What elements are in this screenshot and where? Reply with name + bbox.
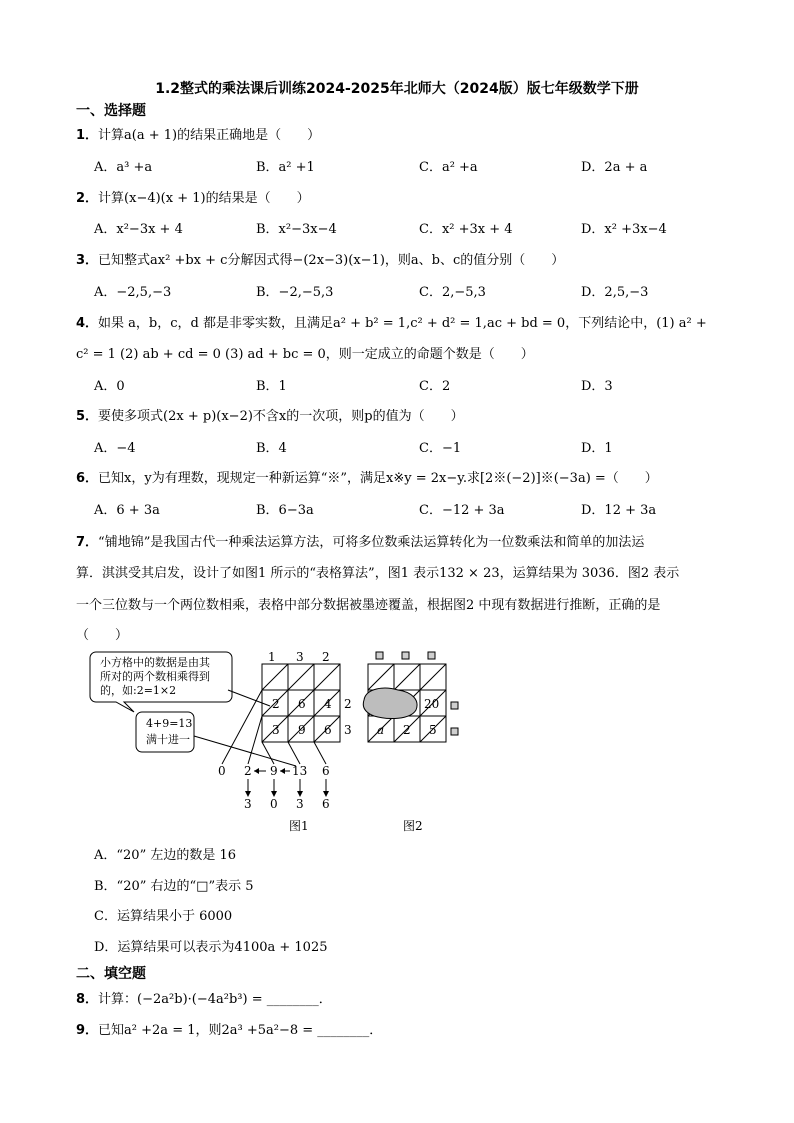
fig1-cell-r1c3: 4: [324, 697, 332, 711]
question-number: 9．: [76, 1023, 99, 1038]
fig1-result-2: 0: [270, 797, 278, 811]
question-number: 3．: [76, 253, 99, 268]
option-c[interactable]: C．运算结果小于 6000: [94, 909, 233, 924]
fig1-sum-3: 9: [270, 764, 278, 778]
option-c[interactable]: C．2,−5,3: [419, 285, 486, 300]
question-text: 已知a² +2a = 1，则2a³ +5a²−8 = ________．: [98, 1023, 383, 1038]
option-a[interactable]: A．x²−3x + 4: [94, 222, 183, 237]
options-q4: [94, 375, 744, 395]
option-a[interactable]: A．6 + 3a: [94, 503, 160, 518]
fig1-result-1: 3: [244, 797, 252, 811]
options-q1: [94, 156, 744, 176]
callout1-line3: 的，如:2=1×2: [100, 684, 177, 697]
fig1-down-arrows: [248, 779, 326, 794]
fig1-sum-1: 0: [218, 764, 226, 778]
option-b[interactable]: B．4: [256, 441, 287, 456]
question-7: [76, 531, 740, 550]
page-title: 1.2整式的乘法课后训练2024-2025年北师大（2024版）版七年级数学下册: [155, 81, 639, 97]
option-d[interactable]: D．12 + 3a: [581, 503, 657, 518]
option-a[interactable]: A．a³ +a: [94, 160, 153, 175]
question-text-line1: “铺地锦”是我国古代一种乘法运算方法，可将多位数乘法运算转化为一位数乘法和简单的加法运: [98, 535, 645, 550]
fig1-caption: 图1: [289, 819, 309, 833]
callout-box-2: [136, 712, 296, 766]
option-a[interactable]: A．0: [94, 379, 125, 394]
question-text-line1: 如果 a，b，c，d 都是非零实数，且满足a² + b² = 1,c² + d² = 1,ac + bd = 0，下列结论中，(1) a² +: [98, 316, 707, 331]
callout1-line2: 所对的两个数相乘得到: [100, 670, 210, 683]
question-4: [76, 312, 740, 331]
option-a[interactable]: A．−2,5,−3: [94, 285, 172, 300]
question-2: [76, 187, 740, 206]
fig1-result-3: 3: [296, 797, 304, 811]
fig1-cell-r2c2: 9: [298, 723, 306, 737]
option-d[interactable]: D．2,5,−3: [581, 285, 649, 300]
question-text-line2: c² = 1 (2) ab + cd = 0 (3) ad + bc = 0，则一定成立的命题个数是（ ）: [76, 347, 534, 362]
fig1-right-1: 2: [344, 697, 352, 711]
question-text: 要使多项式(2x + p)(x−2)不含x的一次项，则p的值为（ ）: [98, 409, 464, 424]
fig1-top-1: 1: [268, 650, 276, 664]
option-c[interactable]: C．a² +a: [419, 160, 478, 175]
fig2-ink-blot: [363, 688, 417, 718]
question-1: [76, 124, 740, 143]
question-number: 4．: [76, 316, 99, 331]
option-d[interactable]: D．3: [581, 379, 613, 394]
question-text-line3: 一个三位数与一个两位数相乘，表格中部分数据被墨迹覆盖，根据图2 中现有数据进行推断，正确的是: [76, 598, 661, 613]
question-text-line4: （ ）: [76, 628, 129, 643]
option-d[interactable]: D．1: [581, 441, 613, 456]
figure-table-algorithm: [0, 640, 794, 840]
option-b[interactable]: B．−2,−5,3: [256, 285, 334, 300]
callout1-line1: 小方格中的数据是由其: [100, 656, 210, 669]
question-text: 计算(x−4)(x + 1)的结果是（ ）: [98, 191, 310, 206]
option-d[interactable]: D．运算结果可以表示为4100a + 1025: [94, 940, 328, 955]
option-c[interactable]: C．−1: [419, 441, 462, 456]
option-b[interactable]: B．x²−3x−4: [256, 222, 337, 237]
fig2-cell-5: 5: [429, 723, 437, 737]
options-q3: [94, 281, 744, 301]
fig2-cell-a: a: [377, 723, 385, 737]
fig1-cell-r2c3: 6: [324, 723, 332, 737]
fig2-cell-20: 20: [424, 697, 440, 711]
question-7-line3: [76, 594, 740, 613]
question-number: 5．: [76, 409, 99, 424]
options-q5: [94, 437, 744, 457]
question-5: [76, 405, 740, 424]
options-q6: [94, 499, 744, 519]
question-9: [76, 1019, 740, 1038]
question-number: 7．: [76, 535, 99, 550]
callout2-line2: 满十进一: [146, 733, 190, 746]
fig1-sum-2: 2: [244, 764, 252, 778]
section-choice-heading: 一、选择题: [76, 103, 146, 119]
options-q2: [94, 218, 744, 238]
fig1-right-2: 3: [344, 723, 352, 737]
question-text: 已知x，y为有理数，现规定一种新运算“※”，满足x※y = 2x−y.求[2※(−2)]※(−3a) =（ ）: [98, 471, 658, 486]
fig1-top-2: 3: [296, 650, 304, 664]
question-8: [76, 988, 740, 1007]
question-text: 已知整式ax² +bx + c分解因式得−(2x−3)(x−1)，则a、b、c的值分别（ ）: [98, 253, 565, 268]
option-c[interactable]: C．−12 + 3a: [419, 503, 505, 518]
option-b[interactable]: B．a² +1: [256, 160, 315, 175]
option-c[interactable]: C．x² +3x + 4: [419, 222, 513, 237]
question-text: 计算a(a + 1)的结果正确地是（ ）: [98, 128, 321, 143]
question-number: 6．: [76, 471, 99, 486]
fig1-cell-r1c1: 2: [272, 697, 280, 711]
fig1-sum-5: 6: [322, 764, 330, 778]
option-b[interactable]: B．6−3a: [256, 503, 314, 518]
question-number: 8．: [76, 992, 99, 1007]
option-b[interactable]: B．“20” 右边的“□”表示 5: [94, 879, 254, 894]
question-3: [76, 249, 740, 268]
fig1-cell-r2c1: 3: [272, 723, 280, 737]
callout2-line1: 4+9=13: [146, 717, 193, 730]
option-d[interactable]: D．2a + a: [581, 160, 648, 175]
option-a[interactable]: A．“20” 左边的数是 16: [94, 848, 237, 863]
question-6: [76, 467, 740, 486]
question-text-line2: 算．淇淇受其启发，设计了如图1 所示的“表格算法”，图1 表示132 × 23，运算结果为 3036．图2 表示: [76, 566, 680, 581]
option-c[interactable]: C．2: [419, 379, 451, 394]
option-b[interactable]: B．1: [256, 379, 287, 394]
question-4-line2: [76, 343, 740, 362]
option-a[interactable]: A．−4: [94, 441, 136, 456]
fig1-result-4: 6: [322, 797, 330, 811]
option-d[interactable]: D．x² +3x−4: [581, 222, 667, 237]
question-text: 计算：(−2a²b)·(−4a²b³) = ________．: [98, 992, 332, 1007]
fig1-top-3: 2: [322, 650, 330, 664]
fig1-cell-r1c2: 6: [298, 697, 306, 711]
callout-box-1: [90, 652, 270, 712]
section-fill-heading: 二、填空题: [76, 966, 146, 982]
fig2-caption: 图2: [403, 819, 423, 833]
fig1-sum-4: 13: [292, 764, 308, 778]
question-7-line2: [76, 562, 740, 581]
question-number: 2．: [76, 191, 99, 206]
fig2-cell-2: 2: [403, 723, 411, 737]
question-number: 1．: [76, 128, 99, 143]
